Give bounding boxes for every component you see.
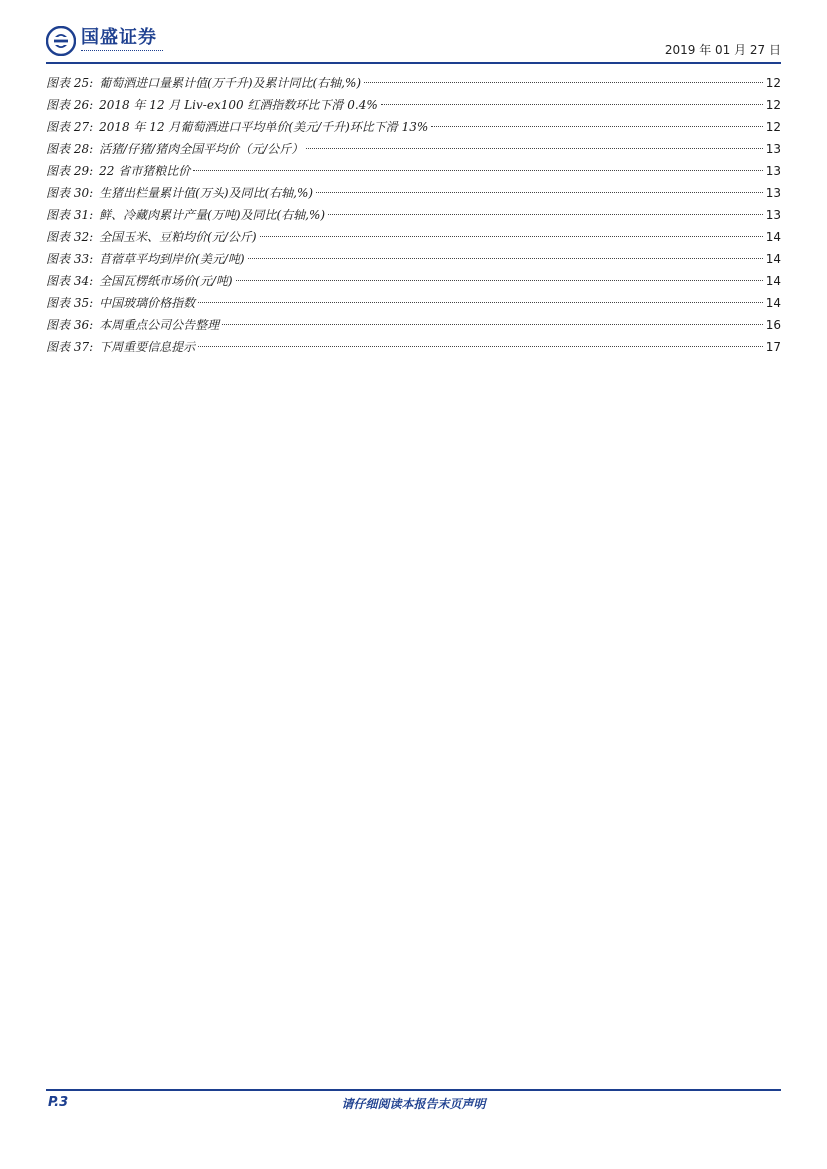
page-number: P.3 (48, 1095, 69, 1110)
figure-index (46, 72, 781, 358)
toc-page-number: 14 (765, 252, 781, 266)
toc-entry[interactable] (46, 204, 781, 226)
figure-number: 图表 37: (46, 340, 94, 354)
brand-name: 国盛证券 (81, 27, 157, 48)
dot-leader (198, 302, 763, 303)
dot-leader (248, 258, 763, 259)
toc-page-number: 12 (765, 76, 781, 90)
toc-entry-label (46, 292, 195, 314)
dot-leader (198, 346, 763, 347)
report-date: 2019 年 01 月 27 日 (664, 43, 781, 57)
figure-title: 生猪出栏量累计值(万头)及同比(右轴,%) (99, 186, 314, 200)
figure-number: 图表 27: (46, 120, 94, 134)
figure-number: 图表 34: (46, 274, 94, 288)
toc-entry-label (46, 94, 378, 116)
figure-title: 2018 年 12 月葡萄酒进口平均单价(美元/千升)环比下滑 13% (99, 120, 429, 134)
figure-number: 图表 26: (46, 98, 94, 112)
dot-leader (306, 148, 762, 149)
toc-entry[interactable] (46, 182, 781, 204)
toc-entry[interactable] (46, 226, 781, 248)
toc-entry-label (46, 182, 313, 204)
figure-title: 活猪/仔猪/猪肉全国平均价（元/公斤） (99, 142, 304, 156)
dot-leader (328, 214, 763, 215)
toc-entry-label (46, 116, 428, 138)
dot-leader (260, 236, 763, 237)
toc-entry-label (46, 138, 303, 160)
toc-entry-label (46, 270, 233, 292)
company-logo (46, 25, 163, 57)
figure-number: 图表 35: (46, 296, 94, 310)
toc-page-number: 17 (765, 340, 781, 354)
figure-title: 葡萄酒进口量累计值(万千升)及累计同比(右轴,%) (99, 76, 362, 90)
figure-title: 2018 年 12 月 Liv-ex100 红酒指数环比下滑 0.4% (99, 98, 378, 112)
figure-title: 全国瓦楞纸市场价(元/吨) (99, 274, 233, 288)
toc-entry[interactable] (46, 336, 781, 358)
toc-entry[interactable] (46, 292, 781, 314)
dot-leader (316, 192, 763, 193)
figure-number: 图表 29: (46, 164, 94, 178)
dot-leader (431, 126, 762, 127)
toc-entry-label (46, 314, 219, 336)
toc-entry-label (46, 336, 195, 358)
toc-page-number: 12 (765, 98, 781, 112)
figure-title: 中国玻璃价格指数 (99, 296, 196, 310)
toc-entry-label (46, 226, 257, 248)
disclaimer-note: 请仔细阅读本报告末页声明 (341, 1097, 486, 1111)
dot-leader (193, 170, 762, 171)
brand-underline (81, 50, 163, 54)
figure-number: 图表 30: (46, 186, 94, 200)
figure-number: 图表 25: (46, 76, 94, 90)
toc-entry[interactable] (46, 248, 781, 270)
toc-entry-label (46, 248, 245, 270)
dot-leader (364, 82, 763, 83)
header-divider (46, 62, 781, 64)
toc-page-number: 13 (765, 164, 781, 178)
toc-page-number: 14 (765, 274, 781, 288)
dot-leader (381, 104, 763, 105)
toc-page-number: 14 (765, 296, 781, 310)
toc-entry[interactable] (46, 116, 781, 138)
toc-entry[interactable] (46, 160, 781, 182)
toc-page-number: 13 (765, 186, 781, 200)
figure-title: 22 省市猪粮比价 (99, 164, 191, 178)
toc-entry-label (46, 160, 190, 182)
toc-page-number: 14 (765, 230, 781, 244)
figure-number: 图表 36: (46, 318, 94, 332)
figure-number: 图表 32: (46, 230, 94, 244)
toc-entry-label (46, 72, 361, 94)
figure-title: 鲜、冷藏肉累计产量(万吨)及同比(右轴,%) (99, 208, 326, 222)
figure-title: 苜蓿草平均到岸价(美元/吨) (99, 252, 245, 266)
footer-divider (46, 1089, 781, 1091)
page-header (46, 25, 781, 63)
toc-entry[interactable] (46, 94, 781, 116)
toc-page-number: 16 (765, 318, 781, 332)
brand-block (81, 28, 163, 54)
figure-number: 图表 33: (46, 252, 94, 266)
toc-entry-label (46, 204, 325, 226)
dot-leader (222, 324, 763, 325)
figure-title: 下周重要信息提示 (99, 340, 196, 354)
toc-entry[interactable] (46, 72, 781, 94)
toc-page-number: 13 (765, 208, 781, 222)
toc-entry[interactable] (46, 138, 781, 160)
figure-number: 图表 31: (46, 208, 94, 222)
toc-entry[interactable] (46, 314, 781, 336)
dot-leader (236, 280, 763, 281)
figure-title: 本周重点公司公告整理 (99, 318, 220, 332)
toc-entry[interactable] (46, 270, 781, 292)
toc-page-number: 13 (765, 142, 781, 156)
guosheng-logo-icon (46, 26, 76, 56)
figure-title: 全国玉米、豆粕均价(元/公斤) (99, 230, 257, 244)
toc-page-number: 12 (765, 120, 781, 134)
figure-number: 图表 28: (46, 142, 94, 156)
